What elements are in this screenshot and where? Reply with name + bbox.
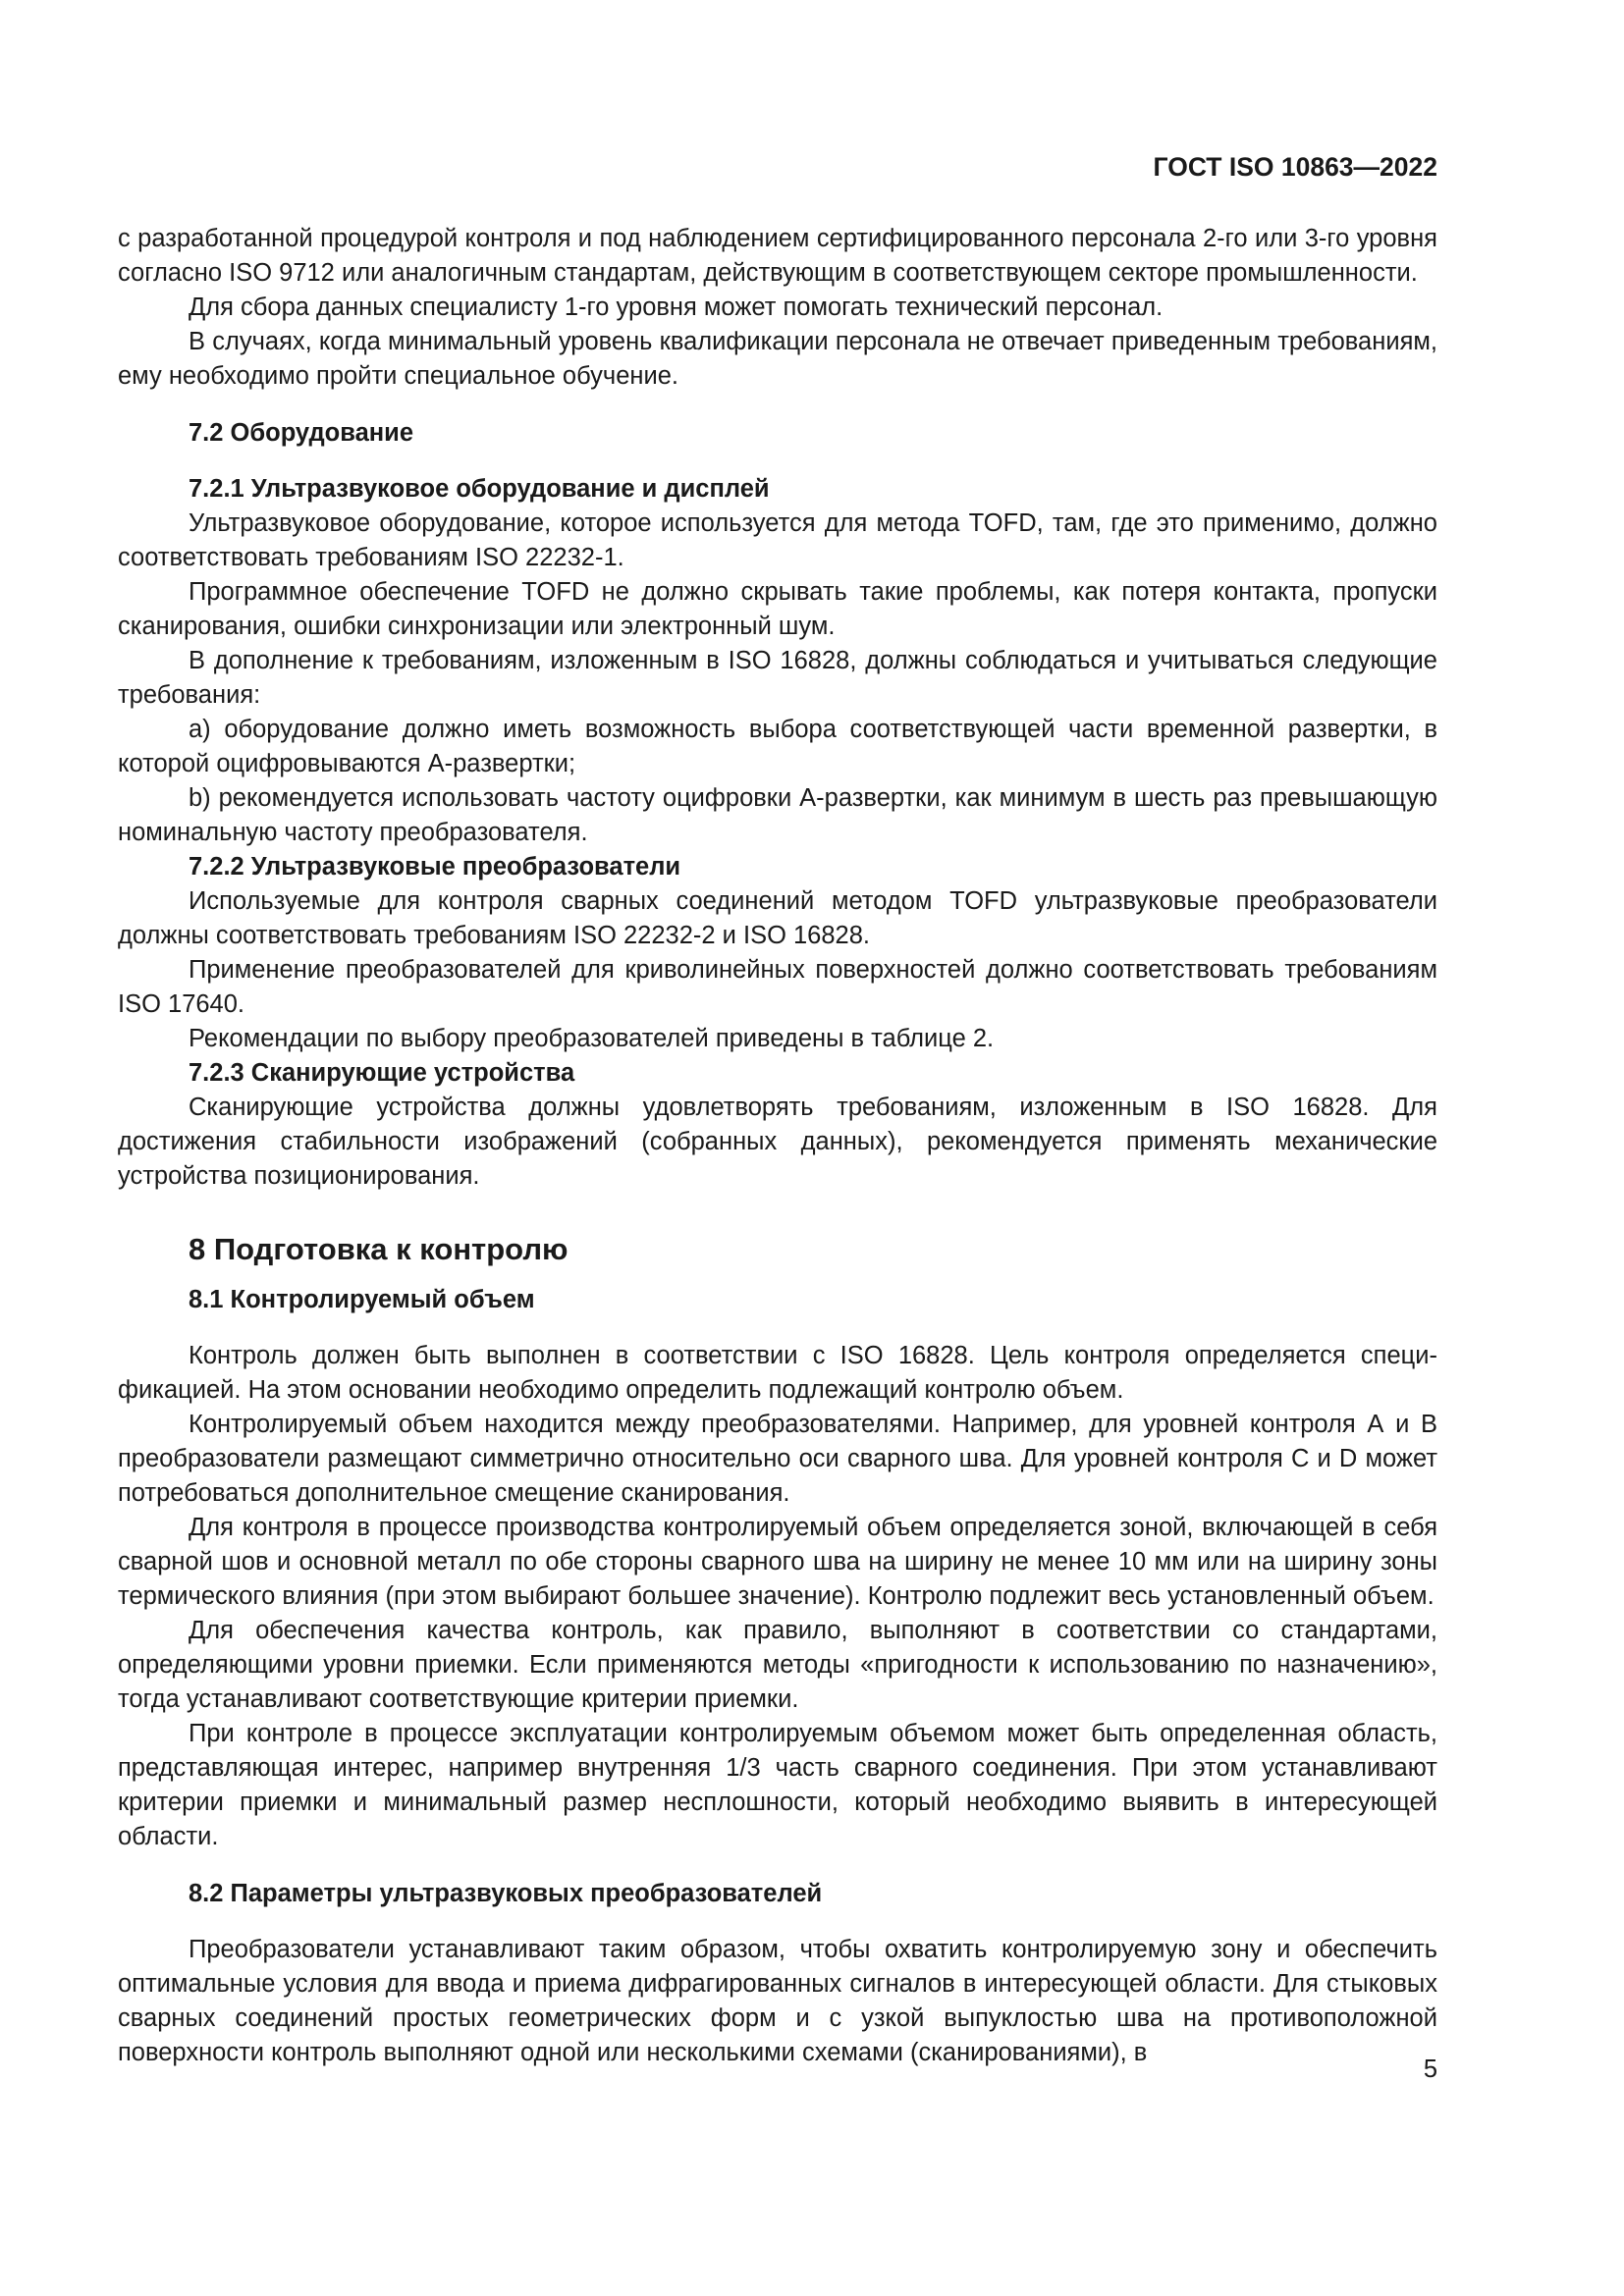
- section-heading-7-2-1: 7.2.1 Ультразвуковое оборудование и дисплей: [189, 475, 770, 503]
- paragraph: Для контроля в процессе производства контролируемый объем определяется зоной, включающей в себя сварной шов и основной металл по обе стороны сварного шва на ширину не менее 10 мм или на ширину зоны термического влияния (при этом выбирают большее значение). Контролю подлежит весь установленный объем.: [118, 1514, 1437, 1610]
- list-item: b) рекомендуется использовать частоту оцифровки А-развертки, как минимум в шесть раз превышающую номинальную частоту преобразователя.: [118, 784, 1437, 846]
- paragraph: Рекомендации по выбору преобразователей приведены в таблице 2.: [189, 1025, 995, 1052]
- section-heading-8-1: 8.1 Контролируемый объем: [189, 1286, 535, 1313]
- section-heading-7-2-3: 7.2.3 Сканирующие устройства: [189, 1059, 575, 1087]
- page-body: [118, 222, 1437, 2070]
- paragraph: Ультразвуковое оборудование, которое используется для метода TOFD, там, где это применимо, должно соответствовать требованиям ISO 22232-1.: [118, 509, 1437, 571]
- paragraph: Для обеспечения качества контроль, как правило, выполняют в соответствии со стандартами, определяющими уровни приемки. Если применяются методы «пригодности к использованию по назначению», тогда устанавливают соответствующие критерии приемки.: [118, 1617, 1437, 1713]
- document-code-header: ГОСТ ISO 10863—2022: [1153, 152, 1437, 182]
- section-heading-7-2: 7.2 Оборудование: [189, 419, 414, 447]
- paragraph: В дополнение к требованиям, изложенным в ISO 16828, должны соблюдаться и учитываться следующие требования:: [118, 647, 1437, 709]
- paragraph: Программное обеспечение TOFD не должно скрывать такие проблемы, как потеря контакта, пропуски сканирования, ошибки синхронизации или электронный шум.: [118, 578, 1437, 640]
- paragraph: с разработанной процедурой контроля и под наблюдением сертифицированного персонала 2-го или 3-го уровня согласно ISO 9712 или аналогичным стандартам, действующим в соответствующем секторе промышленности.: [118, 225, 1437, 287]
- section-heading-8: 8 Подготовка к контролю: [189, 1232, 568, 1266]
- section-heading-7-2-2: 7.2.2 Ультразвуковые преобразователи: [189, 853, 681, 881]
- paragraph: В случаях, когда минимальный уровень квалификации персонала не отвечает приведенным требованиям, ему необходимо пройти специальное обучение.: [118, 328, 1437, 390]
- paragraph: Для сбора данных специалисту 1-го уровня может помогать технический персонал.: [189, 294, 1164, 321]
- list-item: a) оборудование должно иметь возможность выбора соответствующей части временной развертки, в которой оцифровываются А-развертки;: [118, 716, 1437, 777]
- paragraph: При контроле в процессе эксплуатации контролируемым объемом может быть определенная область, представляющая интерес, например внутренняя 1/3 часть сварного соединения. При этом устанавливают критерии приемки и минимальный размер несплошности, который необходимо выявить в интересующей области.: [118, 1720, 1437, 1850]
- paragraph: Применение преобразователей для криволинейных поверхностей должно соответствовать требованиям ISO 17640.: [118, 956, 1437, 1018]
- paragraph: Сканирующие устройства должны удовлетворять требованиям, изложенным в ISO 16828. Для достижения стабильности изображений (собранных данных), рекомендуется применять механические устройства позиционирования.: [118, 1094, 1437, 1190]
- paragraph: Используемые для контроля сварных соединений методом TOFD ультразвуковые преобразователи должны соответствовать требованиям ISO 22232-2 и ISO 16828.: [118, 887, 1437, 949]
- paragraph: Контролируемый объем находится между преобразователями. Например, для уровней контроля А и В преобразователи размещают симметрично относительно оси сварного шва. Для уровней контроля С и D может потребоваться дополнительное смещение сканирования.: [118, 1411, 1437, 1507]
- page-number: 5: [1423, 2056, 1437, 2083]
- section-heading-8-2: 8.2 Параметры ультразвуковых преобразователей: [189, 1880, 823, 1907]
- paragraph: Преобразователи устанавливают таким образом, чтобы охватить контролируемую зону и обеспечить оптимальные условия для ввода и приема дифрагированных сигналов в интересующей области. Для стыковых сварных соединений простых геометрических форм и с узкой выпуклостью шва на противоположной поверхности контроль выполняют одной или несколькими схемами (сканированиями), в: [118, 1936, 1437, 2066]
- paragraph: Контроль должен быть выполнен в соответствии с ISO 16828. Цель контроля определяется спецификацией. На этом основании необходимо определить подлежащий контролю объем.: [118, 1342, 1437, 1404]
